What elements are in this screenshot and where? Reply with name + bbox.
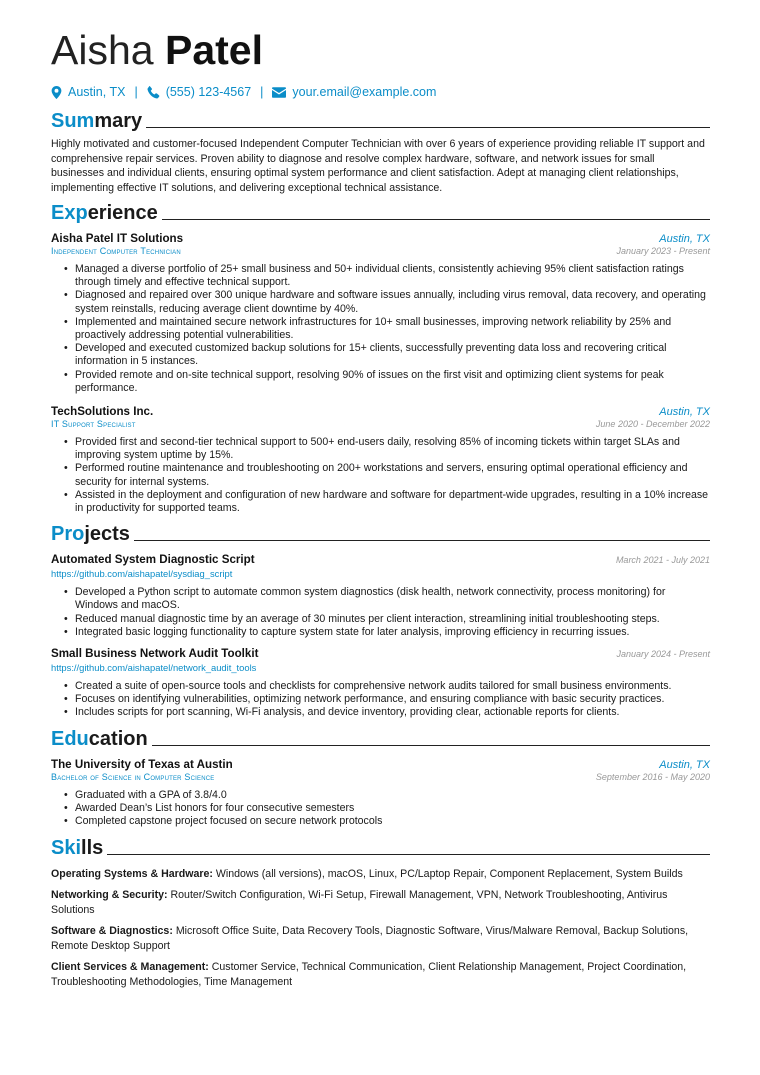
list-item: • Reduced manual diagnostic time by an average of 30 minutes per client interaction, streamlining initial troubleshooting steps. (75, 613, 710, 626)
summary-heading: Summary (51, 108, 710, 132)
list-item: • Completed capstone project focused on secure network protocols (75, 815, 710, 828)
list-item: • Implemented and maintained secure network infrastructures for 10+ small businesses, improving network reliability by 25% and proactively addressing potential vulnerabilities. (75, 316, 710, 342)
project-dates: January 2024 - Present (616, 649, 710, 660)
list-item: • Focuses on identifying vulnerabilities, optimizing network performance, and ensuring compliance with basic security practices. (75, 693, 710, 706)
envelope-icon (272, 87, 286, 98)
section-rule (134, 540, 710, 541)
list-item: • Graduated with a GPA of 3.8/4.0 (75, 789, 710, 802)
school-location: Austin, TX (659, 758, 710, 771)
skill-value: Microsoft Office Suite, Data Recovery Tools, Diagnostic Software, Virus/Malware Removal, Backup Solutions, Remote Desktop Support (51, 925, 689, 953)
list-item: • Created a suite of open-source tools and checklists for comprehensive network audits tailored for small business environments. (75, 680, 710, 693)
project-entry (51, 647, 710, 720)
job-entry (51, 405, 710, 515)
skill-label: Software & Diagnostics: (51, 925, 173, 938)
job-role: IT Support Specialist (51, 419, 136, 430)
list-item: • Includes scripts for port scanning, Wi-Fi analysis, and device inventory, providing clear, actionable reports for clients. (75, 706, 710, 719)
experience-heading: Experience (51, 200, 710, 224)
list-item: • Provided first and second-tier technical support to 500+ end-users daily, resolving 85% of incoming tickets within target SLAs and improving system uptime by 15%. (75, 436, 710, 462)
project-link[interactable]: https://github.com/aishapatel/network_audit_tools (51, 662, 257, 674)
job-dates: January 2023 - Present (616, 246, 710, 256)
list-item: • Provided remote and on-site technical support, resolving 90% of issues on the first visit and optimizing client systems for peak performance. (75, 369, 710, 395)
project-name: Automated System Diagnostic Script (51, 553, 255, 567)
skill-value: Customer Service, Technical Communication, Client Relationship Management, Project Coordination, Troubleshooting Methodologies, Time Management (51, 961, 687, 989)
skill-value: Router/Switch Configuration, Wi-Fi Setup, Firewall Management, VPN, Network Troubleshooting, Antivirus Solutions (51, 889, 668, 917)
education-heading: Education (51, 726, 710, 750)
list-item: • Assisted in the deployment and configuration of new hardware and software for department-wide upgrades, resulting in a 10% increase in productivity for supported teams. (75, 489, 710, 515)
list-item: • Performed routine maintenance and troubleshooting on 200+ workstations and servers, ensuring optimal operational efficiency and security for internal systems. (75, 462, 710, 488)
contact-line (51, 83, 710, 101)
degree: Bachelor of Science in Computer Science (51, 771, 215, 782)
job-organization: Aisha Patel IT Solutions (51, 232, 184, 245)
project-name: Small Business Network Audit Toolkit (51, 647, 259, 661)
skill-value: Windows (all versions), macOS, Linux, PC/Laptop Repair, Component Replacement, System Builds (215, 868, 683, 881)
skill-label: Client Services & Management: (51, 961, 209, 974)
skill-row (51, 867, 710, 882)
job-bullets (51, 436, 710, 515)
list-item: • Integrated basic logging functionality to capture system state for later analysis, improving efficiency in recurring issues. (75, 626, 710, 639)
list-item: • Developed and executed customized backup solutions for 15+ clients, successfully preventing data loss and recovering critical information in 5 instances. (75, 342, 710, 368)
contact-separator: | (260, 85, 264, 99)
candidate-name (51, 26, 710, 74)
phone-icon (147, 86, 160, 99)
section-rule (162, 219, 710, 220)
section-rule (146, 127, 710, 128)
list-item: • Diagnosed and repaired over 300 unique hardware and software issues annually, including virus removal, data recovery, and operating system reinstalls, reducing average client downtime by 40%. (75, 289, 710, 315)
skills-heading: Skills (51, 835, 710, 859)
phone-text: (555) 123-4567 (165, 85, 252, 99)
job-bullets (51, 263, 710, 395)
skill-label: Operating Systems & Hardware: (51, 868, 213, 881)
last-name: Patel (164, 27, 263, 73)
job-location: Austin, TX (659, 233, 710, 245)
location-text: Austin, TX (68, 85, 126, 99)
education-dates: September 2016 - May 2020 (595, 771, 710, 782)
list-item: • Awarded Dean’s List honors for four consecutive semesters (75, 802, 710, 815)
skill-row (51, 888, 710, 918)
first-name: Aisha (51, 27, 154, 73)
project-bullets (51, 586, 710, 639)
projects-heading: Projects (51, 521, 710, 545)
job-dates: June 2020 - December 2022 (595, 419, 710, 430)
list-item: • Developed a Python script to automate common system diagnostics (disk health, network connectivity, process monitoring) for Windows and macOS. (75, 586, 710, 612)
project-bullets (51, 680, 710, 720)
email-link[interactable]: your.email@example.com (292, 85, 437, 99)
phone-item[interactable] (147, 85, 251, 99)
location-item (51, 85, 125, 99)
skill-label: Networking & Security: (51, 889, 168, 902)
summary-text: Highly motivated and customer-focused Independent Computer Technician with over 6 years of experience providing reliable IT support and comprehensive repair services. Proven ability to diagnose and resolve complex hardware, software, and network issues for small businesses and individual clients, ensuring optimal system performance and client satisfaction. Adept at managing client relationships, implementing effective IT solutions, and delivering exceptional technical assistance. (51, 138, 705, 194)
email-item[interactable] (272, 85, 436, 99)
skill-row (51, 960, 710, 990)
map-pin-icon (51, 86, 62, 99)
project-link[interactable]: https://github.com/aishapatel/sysdiag_script (51, 568, 233, 580)
education-bullets (51, 789, 710, 829)
skill-row (51, 924, 710, 954)
contact-separator: | (134, 85, 138, 99)
list-item: • Managed a diverse portfolio of 25+ small business and 50+ individual clients, consistently achieving 95% client satisfaction ratings through timely and effective technical support. (75, 263, 710, 289)
job-location: Austin, TX (659, 406, 710, 419)
section-rule (152, 745, 710, 746)
section-rule (107, 854, 710, 855)
job-organization: TechSolutions Inc. (51, 405, 154, 419)
job-role: Independent Computer Technician (51, 246, 181, 256)
project-dates: March 2021 - July 2021 (615, 555, 710, 566)
school-name: The University of Texas at Austin (51, 757, 233, 771)
job-entry (51, 232, 710, 395)
education-entry (51, 758, 710, 829)
project-entry (51, 553, 710, 639)
